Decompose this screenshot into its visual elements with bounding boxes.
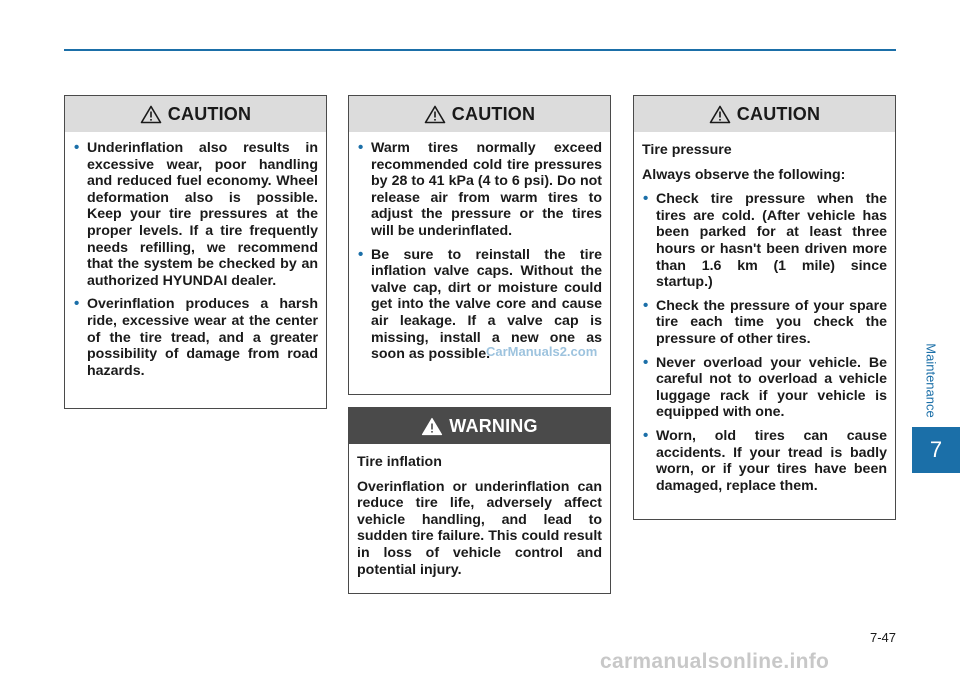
caution-item: • Underinflation also results in excessive wear, poor handling and reduced fuel economy. Wheel deformation also is possible. Keep your tire pressures at the proper levels. If a tire frequently needs refilling, we recommend that the system be checked by an authorized HYUNDAI dealer. xyxy=(73,140,318,289)
caution-box-underinflation xyxy=(64,95,327,409)
page-number: 7-47 xyxy=(869,630,896,645)
caution-intro: Always observe the following: xyxy=(642,166,846,183)
caution-triangle-icon xyxy=(424,105,446,124)
warning-triangle-icon xyxy=(421,417,443,436)
caution-triangle-icon xyxy=(709,105,731,124)
caution-heading xyxy=(349,96,610,132)
caution-box-tire-pressure xyxy=(633,95,896,520)
caution-item: • Check tire pressure when the tires are cold. (After vehicle has been parked for at least three hours or hasn't been driven more than 1.6 km (1 mile) since startup.) xyxy=(642,191,887,291)
caution-heading xyxy=(65,96,326,132)
watermark-middle: CarManuals2.com xyxy=(486,344,598,359)
caution-item: • Never overload your vehicle. Be careful not to overload a vehicle luggage rack if your vehicle is equipped with one. xyxy=(642,355,887,421)
section-label: Maintenance xyxy=(923,342,939,418)
chapter-tab: 7 xyxy=(912,427,960,473)
warning-heading-label: WARNING xyxy=(449,415,538,436)
warning-text: Overinflation or underinflation can reduce tire life, adversely affect vehicle handling, and lead to sudden tire failure. This could result in loss of vehicle control and potential injury. xyxy=(357,478,602,578)
warning-box-tire-inflation xyxy=(348,407,611,594)
caution-triangle-icon xyxy=(140,105,162,124)
caution-item: • Be sure to reinstall the tire inflation valve caps. Without the valve cap, dirt or moisture could get into the valve core and cause air leakage. If a valve cap is missing, install a new one as soon as possible. xyxy=(357,247,602,363)
watermark-footer: carmanualsonline.info xyxy=(600,650,830,673)
warning-heading xyxy=(349,408,610,444)
caution-heading-label: CAUTION xyxy=(167,103,252,124)
caution-heading-label: CAUTION xyxy=(451,103,536,124)
header-rule xyxy=(64,49,896,51)
warning-title: Tire inflation xyxy=(357,454,442,470)
caution-heading-label: CAUTION xyxy=(736,103,821,124)
caution-item: • Overinflation produces a harsh ride, excessive wear at the center of the tire tread, and a greater possibility of damage from road hazards. xyxy=(73,296,318,379)
caution-item: • Check the pressure of your spare tire each time you check the pressure of other tires. xyxy=(642,298,887,348)
caution-item: • Warm tires normally exceed recommended cold tire pressures by 28 to 41 kPa (4 to 6 psi). Do not release air from warm tires to adjust the pressure or the tires will be underinflated. xyxy=(357,140,602,240)
caution-title: Tire pressure xyxy=(642,142,732,158)
caution-heading xyxy=(634,96,895,132)
caution-item: • Worn, old tires can cause accidents. If your tread is badly worn, or if your tires have been damaged, replace them. xyxy=(642,428,887,494)
